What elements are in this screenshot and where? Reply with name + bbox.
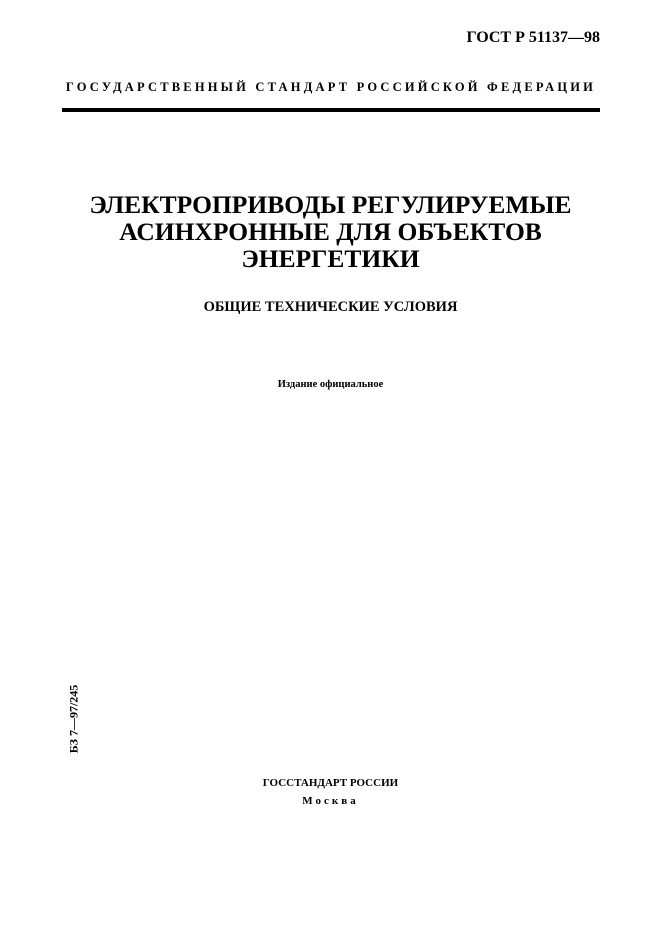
edition-note: Издание официальное — [277, 379, 384, 390]
state-standard-heading: ГОСУДАРСТВЕННЫЙ СТАНДАРТ РОССИЙСКОЙ ФЕДЕРАЦИИ — [65, 80, 597, 94]
document-title — [30, 191, 631, 272]
title-line-1: ЭЛЕКТРОПРИВОДЫ РЕГУЛИРУЕМЫЕ — [89, 190, 572, 219]
header-divider — [62, 108, 600, 112]
document-subtitle: ОБЩИЕ ТЕХНИЧЕСКИЕ УСЛОВИЯ — [203, 299, 458, 315]
title-line-2: АСИНХРОННЫЕ ДЛЯ ОБЪЕКТОВ — [119, 217, 542, 246]
side-catalog-code: БЗ 7—97/245 — [66, 684, 81, 754]
publication-city: Москва — [302, 795, 359, 807]
title-line-3: ЭНЕРГЕТИКИ — [241, 244, 420, 273]
document-number: ГОСТ Р 51137—98 — [466, 29, 600, 46]
publisher: ГОССТАНДАРТ РОССИИ — [262, 777, 399, 789]
